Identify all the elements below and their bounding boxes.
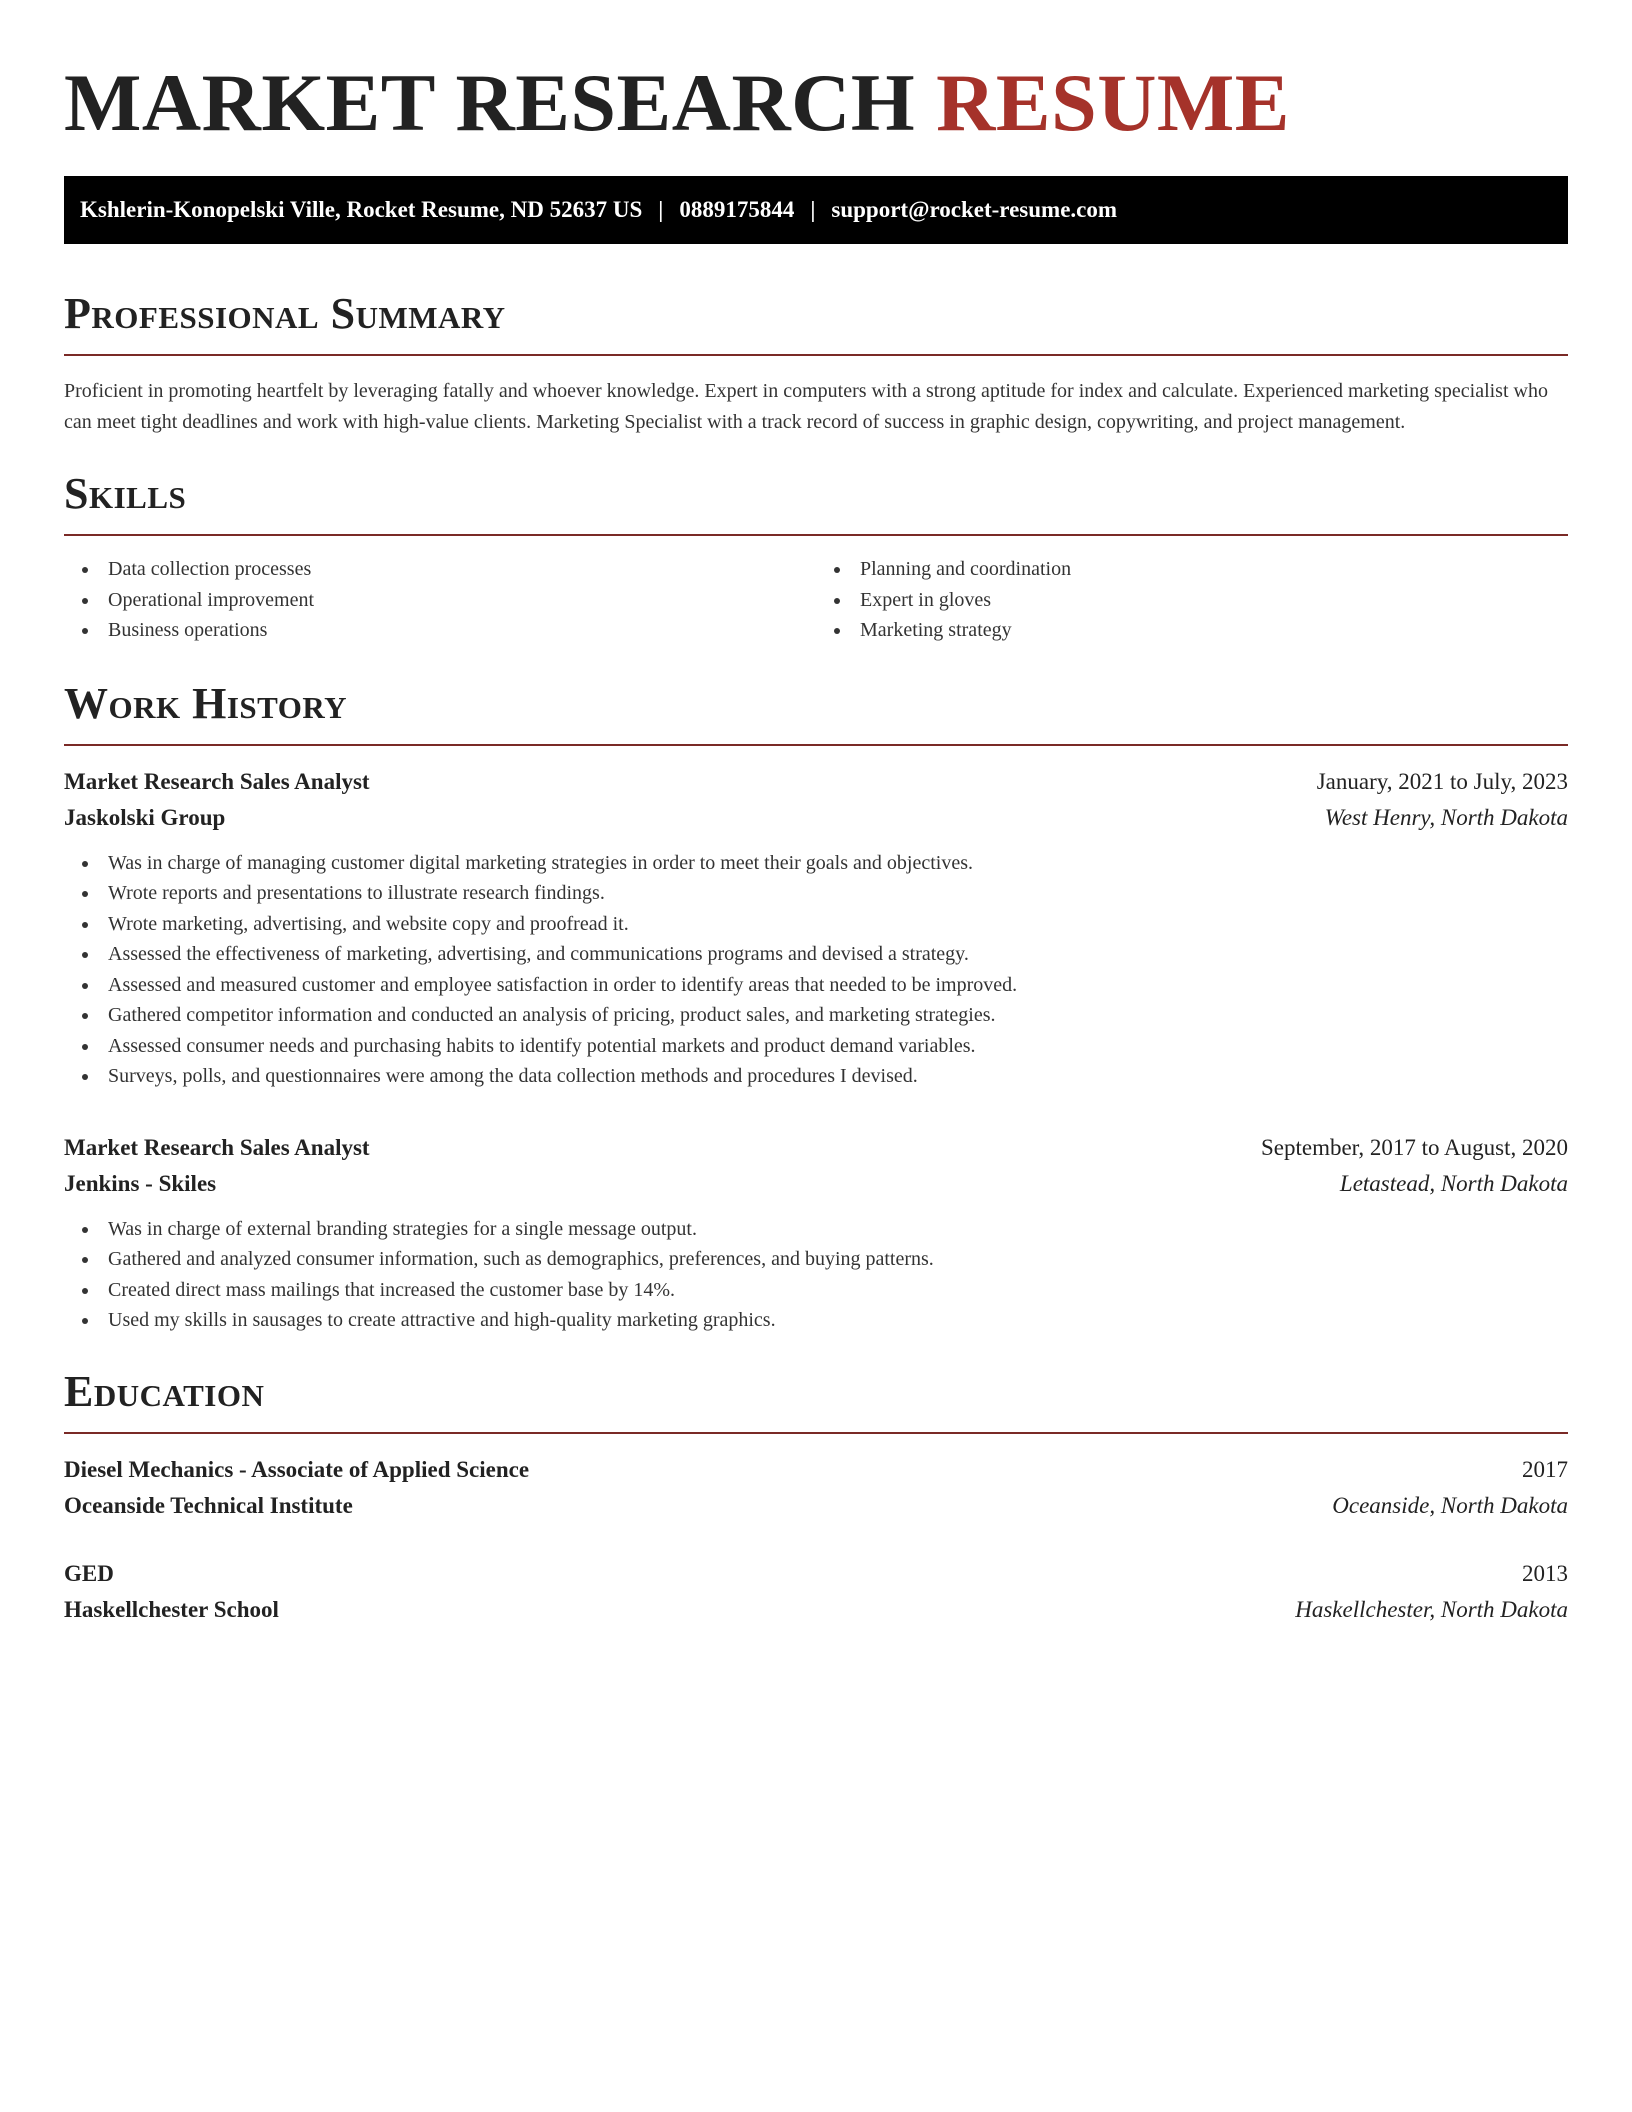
job-company: Jenkins - Skiles	[64, 1170, 217, 1196]
education-year: 2017	[1522, 1456, 1568, 1482]
job-bullet: Gathered competitor information and conducted an analysis of pricing, product sales, and marketing strategies.	[64, 1000, 1568, 1031]
education-entry	[64, 1452, 1568, 1524]
skills-section	[64, 468, 1568, 646]
job-subheader	[64, 800, 1568, 836]
skills-column-right	[816, 554, 1568, 646]
contact-address: Kshlerin-Konopelski Ville, Rocket Resume, ND 52637 US	[80, 197, 643, 222]
title-main: MARKET RESEARCH	[64, 57, 916, 148]
section-heading-summary: Professional Summary	[64, 289, 506, 338]
job-bullet: Gathered and analyzed consumer information, such as demographics, preferences, and buying patterns.	[64, 1244, 1568, 1275]
section-divider	[64, 744, 1568, 746]
skill-item: Operational improvement	[64, 585, 816, 616]
job-bullet: Used my skills in sausages to create attractive and high-quality marketing graphics.	[64, 1305, 1568, 1336]
job-company: Jaskolski Group	[64, 804, 226, 830]
job-location: West Henry, North Dakota	[1324, 804, 1568, 830]
skill-item: Expert in gloves	[816, 585, 1568, 616]
job-bullet: Assessed consumer needs and purchasing habits to identify potential markets and product demand variables.	[64, 1031, 1568, 1062]
job-bullets	[64, 848, 1568, 1092]
section-heading-education: Education	[64, 1366, 265, 1416]
job-bullet: Surveys, polls, and questionnaires were among the data collection methods and procedures I devised.	[64, 1061, 1568, 1092]
job-dates: September, 2017 to August, 2020	[1260, 1134, 1568, 1160]
education-school: Oceanside Technical Institute	[64, 1492, 353, 1518]
job-entry	[64, 1130, 1568, 1336]
education-location: Haskellchester, North Dakota	[1295, 1596, 1568, 1622]
job-location: Letastead, North Dakota	[1339, 1170, 1568, 1196]
job-bullet: Created direct mass mailings that increased the customer base by 14%.	[64, 1275, 1568, 1306]
job-dates: January, 2021 to July, 2023	[1316, 768, 1568, 794]
education-subheader	[64, 1592, 1568, 1628]
section-divider	[64, 1432, 1568, 1434]
skill-item: Data collection processes	[64, 554, 816, 585]
summary-text: Proficient in promoting heartfelt by leveraging fatally and whoever knowledge. Expert in computers with a strong aptitude for index and calculate. Experienced marketing specialist who can meet tight deadlines and work with high-value clients. Marketing Specialist with a track record of success in graphic design, copywriting, and project management.	[64, 380, 1548, 433]
skills-grid	[64, 554, 1568, 646]
contact-bar	[64, 176, 1568, 244]
contact-separator: |	[658, 197, 664, 222]
education-degree: GED	[64, 1560, 114, 1586]
education-school: Haskellchester School	[64, 1596, 279, 1622]
section-divider	[64, 354, 1568, 356]
job-bullet: Was in charge of external branding strategies for a single message output.	[64, 1214, 1568, 1245]
contact-email: support@rocket-resume.com	[831, 197, 1118, 222]
job-bullet: Was in charge of managing customer digital marketing strategies in order to meet their goals and objectives.	[64, 848, 1568, 879]
education-entry	[64, 1556, 1568, 1628]
section-heading-work: Work History	[64, 678, 348, 728]
education-subheader	[64, 1488, 1568, 1524]
skills-column-left	[64, 554, 816, 646]
job-entry	[64, 764, 1568, 1092]
skill-item: Marketing strategy	[816, 615, 1568, 646]
section-divider	[64, 534, 1568, 536]
summary-section	[64, 288, 1568, 438]
education-degree: Diesel Mechanics - Associate of Applied Science	[64, 1456, 530, 1482]
education-header	[64, 1556, 1568, 1592]
education-location: Oceanside, North Dakota	[1332, 1492, 1568, 1518]
contact-phone: 0889175844	[679, 197, 795, 222]
education-section	[64, 1366, 1568, 1628]
work-history-section	[64, 678, 1568, 1336]
job-bullet: Wrote reports and presentations to illustrate research findings.	[64, 878, 1568, 909]
title-accent: RESUME	[936, 57, 1290, 148]
skill-item: Business operations	[64, 615, 816, 646]
job-header	[64, 1130, 1568, 1166]
job-title: Market Research Sales Analyst	[64, 1134, 370, 1160]
resume-title	[64, 0, 1568, 148]
job-header	[64, 764, 1568, 800]
job-bullets	[64, 1214, 1568, 1336]
education-header	[64, 1452, 1568, 1488]
contact-separator: |	[810, 197, 816, 222]
skill-item: Planning and coordination	[816, 554, 1568, 585]
education-year: 2013	[1522, 1560, 1568, 1586]
job-bullet: Assessed the effectiveness of marketing, advertising, and communications programs and devised a strategy.	[64, 939, 1568, 970]
job-bullet: Wrote marketing, advertising, and website copy and proofread it.	[64, 909, 1568, 940]
job-subheader	[64, 1166, 1568, 1202]
job-bullet: Assessed and measured customer and employee satisfaction in order to identify areas that needed to be improved.	[64, 970, 1568, 1001]
section-heading-skills: Skills	[64, 469, 187, 518]
job-title: Market Research Sales Analyst	[64, 768, 370, 794]
